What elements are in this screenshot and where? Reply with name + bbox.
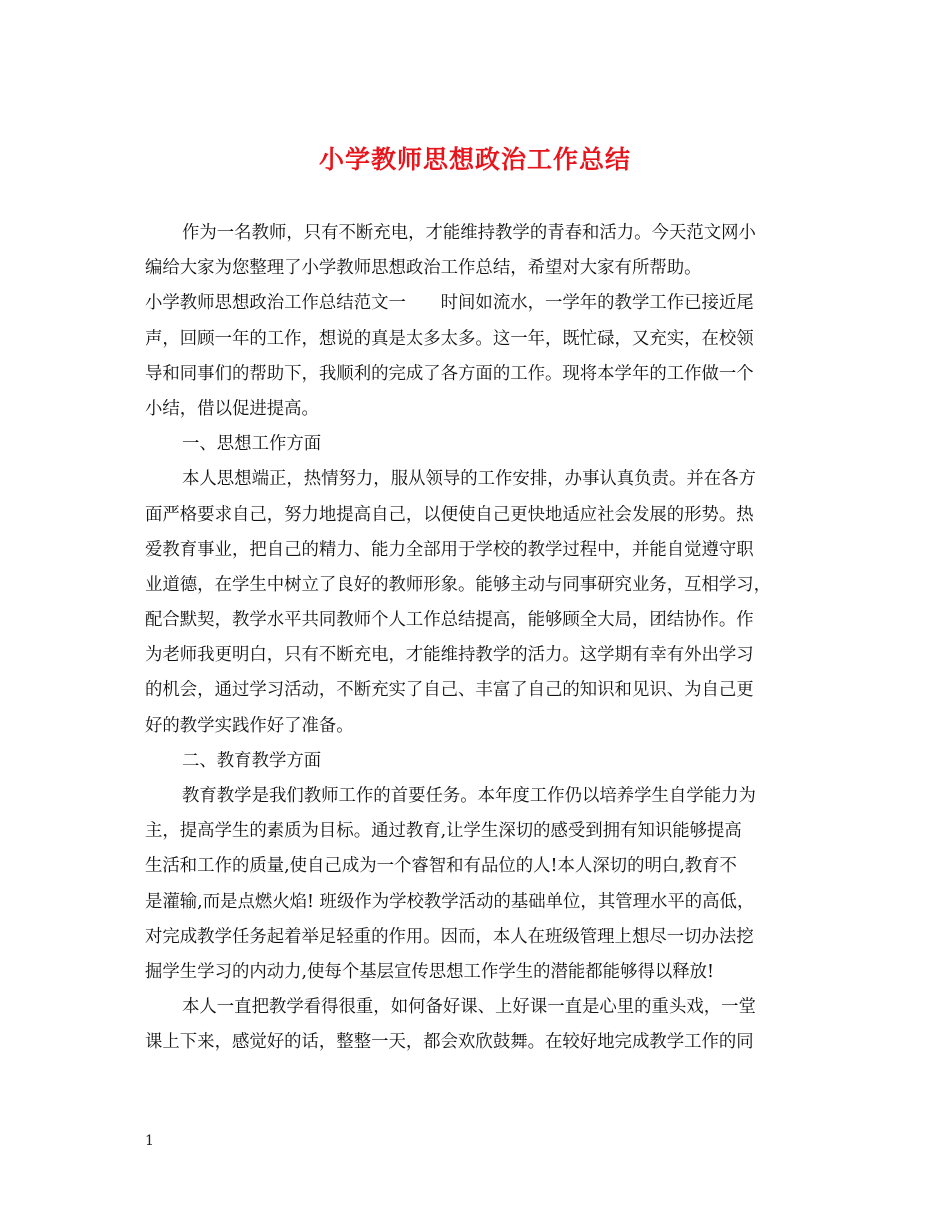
body-line: 小结，借以促进提高。 — [145, 398, 319, 419]
body-line: 编给大家为您整理了小学教师思想政治工作总结，希望对大家有所帮助。 — [145, 258, 702, 279]
body-line: 本人一直把教学看得很重，如何备好课、上好课一直是心里的重头戏，一堂 — [182, 997, 756, 1018]
body-line: 生活和工作的质量,使自己成为一个睿智和有品位的人!本人深切的明白,教育不 — [145, 856, 737, 877]
body-line: 一、思想工作方面 — [182, 434, 322, 455]
body-line: 二、教育教学方面 — [182, 750, 322, 771]
document-title: 小学教师思想政治工作总结 — [318, 145, 631, 174]
document-body — [145, 216, 805, 1061]
body-line: 主，提高学生的素质为目标。通过教育,让学生深切的感受到拥有知识能够提高 — [145, 821, 742, 842]
body-line: 是灌输,而是点燃火焰! 班级作为学校教学活动的基础单位，其管理水平的高低， — [145, 891, 755, 912]
body-line: 教育教学是我们教师工作的首要任务。本年度工作仍以培养学生自学能力为 — [182, 786, 756, 806]
body-line: 导和同事们的帮助下，我顺利的完成了各方面的工作。现将本学年的工作做一个 — [145, 363, 754, 384]
body-line: 为老师我更明白，只有不断充电，才能维持教学的活力。这学期有幸有外出学习 — [145, 645, 754, 666]
body-line: 好的教学实践作好了准备。 — [145, 715, 354, 736]
body-line: 掘学生学习的内动力,使每个基层宣传思想工作学生的潜能都能够得以释放! — [145, 961, 715, 982]
body-line: 业道德，在学生中树立了良好的教师形象。能够主动与同事研究业务，互相学习， — [145, 574, 772, 595]
body-line: 本人思想端正，热情努力，服从领导的工作安排，办事认真负责。并在各方 — [182, 469, 756, 490]
page-number: 1 — [145, 1133, 154, 1149]
body-line: 的机会，通过学习活动，不断充实了自己、丰富了自己的知识和见识、为自己更 — [145, 680, 754, 701]
body-line: 配合默契，教学水平共同教师个人工作总结提高，能够顾全大局，团结协作。作 — [145, 610, 754, 631]
body-line: 作为一名教师，只有不断充电，才能维持教学的青春和活力。今天范文网小 — [182, 223, 756, 243]
body-line: 对完成教学任务起着举足轻重的作用。因而，本人在班级管理上想尽一切办法挖 — [145, 926, 754, 947]
body-line: 爱教育事业，把自己的精力、能力全部用于学校的教学过程中，并能自觉遵守职 — [145, 539, 754, 560]
body-line: 课上下来，感觉好的话，整整一天，都会欢欣鼓舞。在较好地完成教学工作的同 — [145, 1032, 754, 1053]
body-line: 面严格要求自己，努力地提高自己，以便使自己更快地适应社会发展的形势。热 — [145, 504, 754, 525]
body-line: 声，回顾一年的工作，想说的真是太多太多。这一年，既忙碌，又充实，在校领 — [145, 328, 754, 349]
body-line: 小学教师思想政治工作总结范文一 时间如流水，一学年的教学工作已接近尾 — [145, 293, 754, 314]
